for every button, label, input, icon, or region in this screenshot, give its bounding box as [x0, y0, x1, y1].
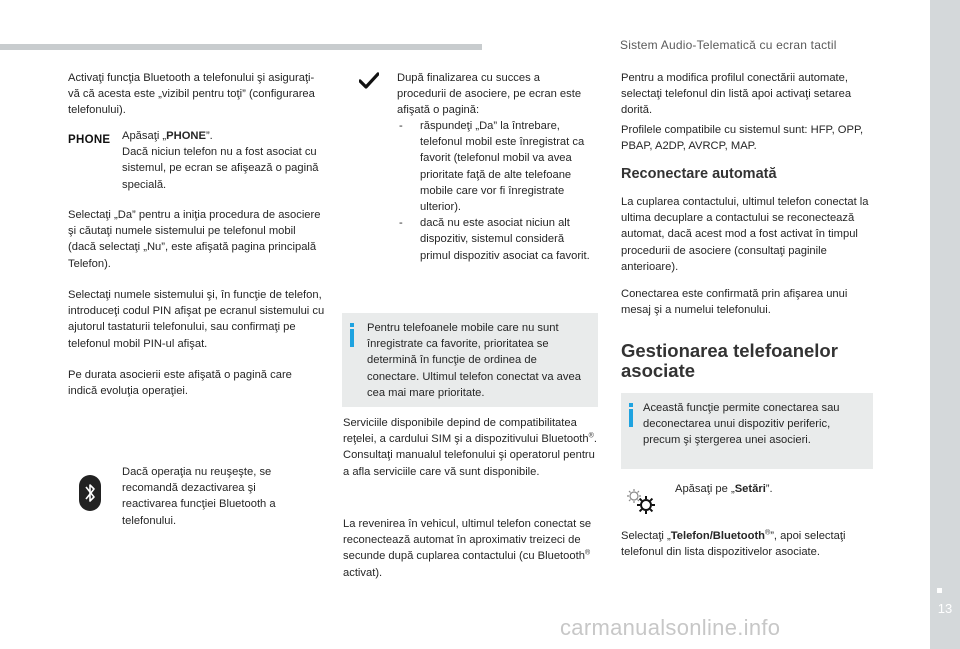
header-rule [0, 44, 482, 50]
info-icon-bar [350, 329, 354, 347]
phone-icon: PHONE [68, 134, 111, 146]
right-paragraph-3: La cuplarea contactului, ultimul telefon conectat la ultima decuplare a contactului se reconectează automat, dacă acest mod a fost activat în timpul procedurii de asociere (consultaţi paginile anterioare). [621, 196, 869, 273]
left-paragraph-6: Dacă operaţia nu reuşeşte, se recomandă dezactivarea şi reactivarea funcţiei Bluetooth a telefonului. [122, 466, 276, 527]
right-paragraph-6: Selectaţi „Telefon/Bluetooth®”, apoi selectaţi telefonul din lista dispozitivelor asociate. [621, 529, 846, 559]
info-text-priority: Pentru telefoanele mobile care nu sunt înregistrate ca favorite, prioritatea se determină în funcţie de ordinea de conectare. Ultimul telefon conectat va avea cea mai mare prioritate. [367, 322, 581, 399]
middle-intro: După finalizarea cu succes a procedurii de asociere, pe ecran este afişată o pagină: [397, 72, 582, 117]
left-paragraph-2: Apăsaţi „PHONE”. Dacă niciun telefon nu a fost asociat cu sistemul, pe ecran se afişează o pagină specială. [122, 130, 319, 191]
right-paragraph-4: Conectarea este confirmată prin afişarea unui mesaj şi a numelui telefonului. [621, 288, 848, 317]
middle-return: La revenirea în vehicul, ultimul telefon conectat se reconectează automat în aproximativ treizeci de secunde după cuplarea contactului (cu Bluetooth® activat). [343, 518, 592, 579]
right-paragraph-2: Profilele compatibile cu sistemul sunt: HFP, OPP, PBAP, A2DP, AVRCP, MAP. [621, 124, 864, 153]
side-marker [937, 588, 942, 593]
left-paragraph-1: Activaţi funcţia Bluetooth a telefonului şi asiguraţi-vă că acesta este „vizibil pentru toţi” (configurarea telefonului). [68, 72, 315, 117]
heading-manage: Gestionarea telefoanelor asociate [621, 340, 838, 381]
middle-services: Serviciile disponibile depind de compatibilitatea reţelei, a cardului SIM şi a dispozitivului Bluetooth®. Consultaţi manualul telefonului şi operatorul pentru a afla serviciile care vă sunt disponibile. [343, 417, 597, 478]
header-title: Sistem Audio-Telematică cu ecran tactil [620, 38, 837, 52]
check-icon [359, 72, 379, 90]
info-icon-bar [629, 409, 633, 427]
list-item: - dacă nu este asociat niciun alt dispozitiv, sistemul consideră primul dispozitiv asociat ca favorit. [399, 217, 590, 262]
left-paragraph-5: Pe durata asocierii este afişată o pagină care indică evoluţia operaţiei. [68, 369, 292, 398]
bluetooth-icon [79, 475, 101, 511]
phone-bold: PHONE [166, 130, 206, 142]
info-box-manage [621, 393, 873, 469]
middle-list [396, 118, 596, 264]
settings-gear-icon [624, 486, 658, 516]
watermark: carmanualsonline.info [560, 615, 781, 640]
left-paragraph-4: Selectaţi numele sistemului şi, în funcţie de telefon, introduceţi codul PIN afişat pe ecranul sistemului cu ajutorul tastaturii telefonului, sau confirmaţi pe telefonul mobil PIN-ul afişat. [68, 289, 325, 350]
info-text-manage: Această funcţie permite conectarea sau deconectarea unui dispozitiv periferic, precum şi ştergerea unei asocieri. [643, 402, 840, 447]
heading-reconnect: Reconectare automată [621, 166, 777, 182]
info-box-priority [342, 313, 598, 407]
side-tab [930, 0, 960, 649]
right-paragraph-5: Apăsaţi pe „Setări”. [675, 483, 773, 495]
page-number: 13 [937, 601, 953, 616]
info-icon [350, 323, 354, 327]
right-paragraph-1: Pentru a modifica profilul conectării automate, selectaţi telefonul din listă apoi activaţi setarea dorită. [621, 72, 852, 117]
info-icon [629, 403, 633, 407]
list-item: - răspundeţi „Da” la întrebare, telefonul mobil este înregistrat ca favorit (telefonul mobil va avea prioritate faţă de alte telefoane mobile care vor fi înregistrate ulterior). [399, 120, 585, 214]
left-paragraph-3: Selectaţi „Da” pentru a iniţia procedura de asociere şi căutaţi numele sistemului pe telefonul mobil (dacă selectaţi „Nu”, este afişată pagina principală Telefon). [68, 209, 321, 270]
